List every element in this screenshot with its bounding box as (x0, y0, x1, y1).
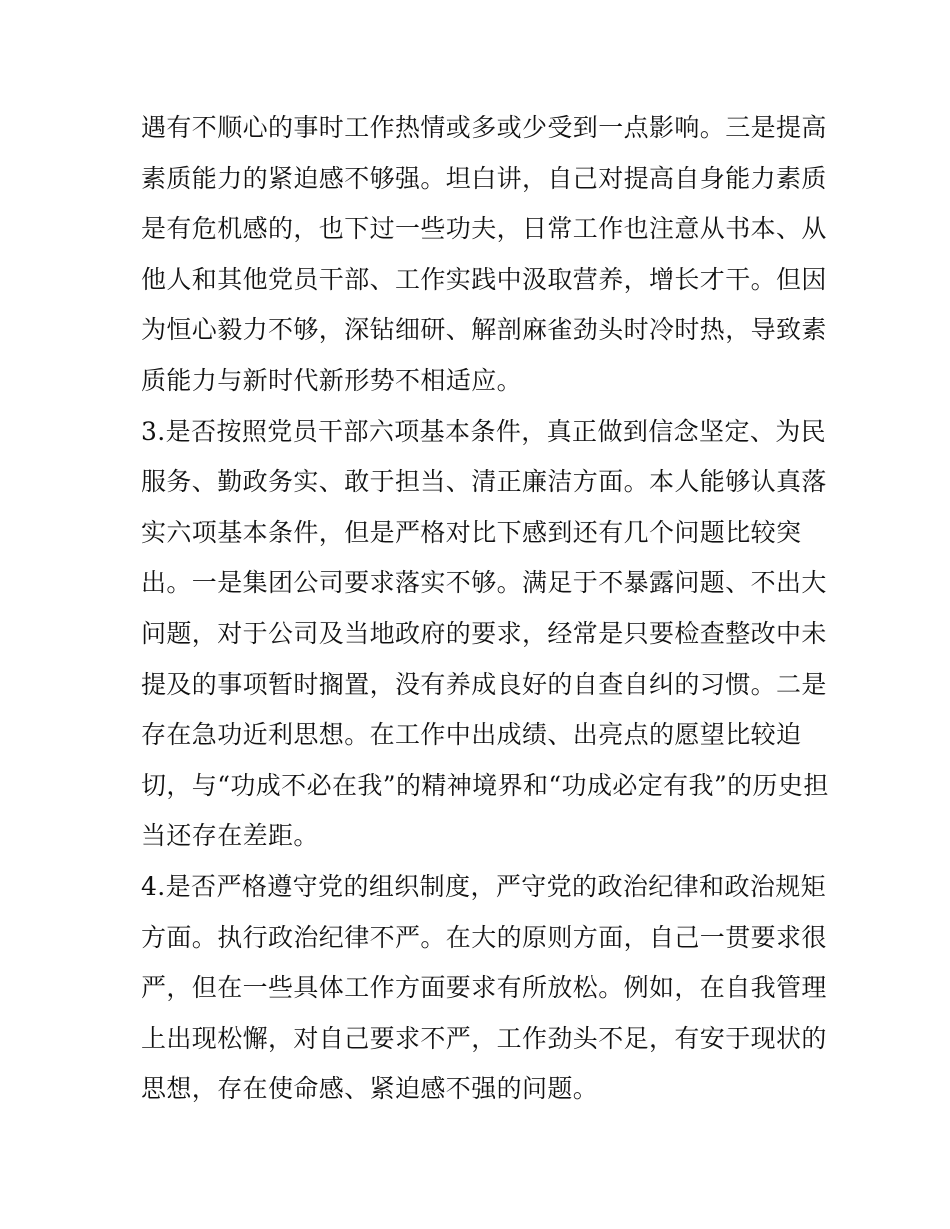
text-line: 上出现松懈，对自己要求不严，工作劲头不足，有安于现状的 (141, 1023, 827, 1053)
text-line: 思想，存在使命感、紧迫感不强的问题。 (141, 1074, 599, 1104)
text-line: 方面。执行政治纪律不严。在大的原则方面，自己一贯要求很 (141, 922, 827, 952)
section-heading-line: 4.是否严格遵守党的组织制度，严守党的政治纪律和政治规矩 (141, 871, 827, 901)
text-line: 素质能力的紧迫感不够强。坦白讲，自己对提高自身能力素质 (141, 163, 827, 193)
text-line: 服务、勤政务实、敢于担当、清正廉洁方面。本人能够认真落 (141, 467, 827, 497)
text-line: 质能力与新时代新形势不相适应。 (141, 365, 523, 395)
section-heading-line: 3.是否按照党员干部六项基本条件，真正做到信念坚定、为民 (141, 416, 827, 446)
text-line: 严，但在一些具体工作方面要求有所放松。例如，在自我管理 (141, 973, 827, 1003)
text-line: 提及的事项暂时搁置，没有养成良好的自查自纠的习惯。二是 (141, 669, 827, 699)
text-line: 切，与“功成不必在我”的精神境界和“功成必定有我”的历史担 (141, 770, 829, 800)
text-line: 是有危机感的，也下过一些功夫，日常工作也注意从书本、从 (141, 214, 827, 244)
text-line: 遇有不顺心的事时工作热情或多或少受到一点影响。三是提高 (141, 113, 827, 142)
text-line: 出。一是集团公司要求落实不够。满足于不暴露问题、不出大 (141, 568, 827, 598)
text-line: 实六项基本条件，但是严格对比下感到还有几个问题比较突 (141, 517, 802, 547)
text-line: 当还存在差距。 (141, 821, 319, 851)
text-line: 他人和其他党员干部、工作实践中汲取营养，增长才干。但因 (141, 264, 827, 294)
text-line: 问题，对于公司及当地政府的要求，经常是只要检查整改中未 (141, 618, 827, 648)
document-body (141, 103, 829, 1115)
text-line: 为恒心毅力不够，深钻细研、解剖麻雀劲头时冷时热，导致素 (141, 315, 827, 345)
text-line: 存在急功近利思想。在工作中出成绩、出亮点的愿望比较迫 (141, 720, 802, 750)
